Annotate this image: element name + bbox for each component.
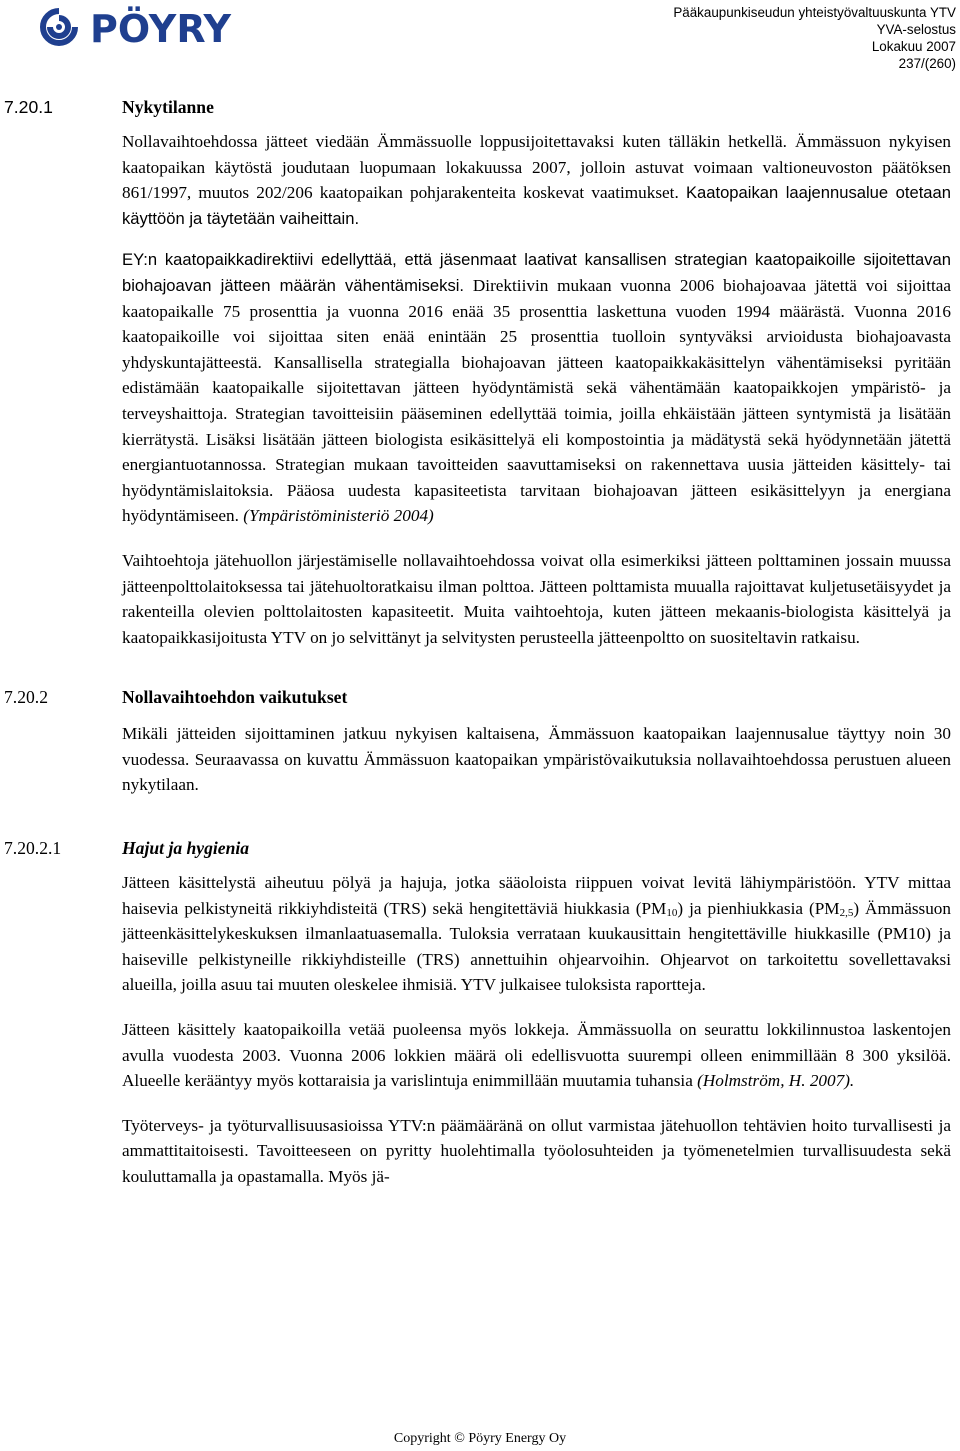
section-title: Hajut ja hygienia (122, 838, 250, 859)
paragraph (122, 247, 951, 529)
section-number: 7.20.2 (4, 687, 48, 708)
paragraph (122, 129, 951, 231)
paragraph (122, 1017, 951, 1094)
section-title: Nollavaihtoehdon vaikutukset (122, 687, 348, 708)
citation: (Ympäristöministeriö 2004) (243, 506, 434, 526)
text-run: ) Ämmässuon jätteenkäsittelykeskuksen ilmanlaatuasemalla. Tuloksia verrataan kuukausittain hengitettäville hiukkasille (PM10) ja haiseville pelkistyneille rikkiyhdisteille (TRS) annettuihin ohjearvoihin. Ohjearvot on tarkoitettu sovellettavaksi alueilla, joilla asuu tai muuten oleskelee ihmisiä. YTV julkaisee tuloksista raportteja. (122, 898, 951, 995)
header-page-number: 237/(260) (898, 56, 956, 71)
logo-wordmark: PÖYRY (90, 7, 232, 48)
paragraph (122, 870, 951, 998)
page-footer: Copyright © Pöyry Energy Oy (393, 1431, 567, 1446)
header-organisation: Pääkaupunkiseudun yhteistyövaltuuskunta YTV (673, 5, 956, 20)
subscript: 10 (666, 906, 678, 919)
header-document-type: YVA-selostus (876, 22, 956, 37)
document-body (0, 94, 960, 1190)
text-run: Direktiivin mukaan vuonna 2006 biohajoavaa jätettä voi sijoittaa kaatopaikalle 75 prosenttia ja vuonna 2016 enää 35 prosenttia laskettuna vuoden 1994 määrästä. Vuonna 2016 kaatopaikoille voi sijoittaa siten enää enintään 25 prosenttia tuolloin syntyväksi arvioidusta biohajoavasta yhdyskuntajätteestä. Kansallisella strategialla biohajoavan jätteen kaatopaikkakäsittelyn vähentämiseksi pyritään edistämään kaatopaikalle sijoitettavan jätteen hyödyntämistä sekä vähentämään kaatopaikkojen ympäristö- ja terveyshaittoja. Strategian tavoitteisiin pääseminen edellyttää toimia, joilla ehkäistään jätteen syntymistä ja lisätään kierrätystä. Lisäksi lisätään jätteen biologista esikäsittelyä eli kompostointia ja mädätystä sekä hyödynnetään jätettä energiantuotannossa. Strategian mukaan tavoitteiden saavuttamiseksi on rakennettava uusia jätteiden käsittely- tai hyödyntämislaitoksia. Pääosa uudesta kapasiteetista tarvitaan biohajoavan jätteen esikäsittelyyn ja energiana hyödyntämiseen. (122, 275, 951, 526)
section-number: 7.20.2.1 (4, 838, 62, 859)
text-run: ) ja pienhiukkasia (PM (677, 898, 840, 918)
text-run: Kaatopaikan laajennusalue otetaan käyttöön ja täytetään vaiheittain. (122, 183, 951, 228)
poyry-logo (38, 6, 283, 48)
header-date: Lokakuu 2007 (871, 39, 956, 54)
page-header (673, 4, 956, 72)
subscript: 2,5 (839, 906, 854, 919)
logo-swirl-icon (38, 6, 283, 48)
paragraph: Mikäli jätteiden sijoittaminen jatkuu nykyisen kaltaisena, Ämmässuon kaatopaikan laajennusalue täyttyy noin 30 vuodessa. Seuraavassa on kuvattu Ämmässuon kaatopaikan ympäristövaikutuksia nollavaihtoehdossa perustuen alueen nykytilaan. (122, 724, 951, 795)
section-heading-hajut-ja-hygienia (0, 835, 960, 861)
section-number: 7.20.1 (4, 97, 53, 117)
text-run: Nollavaihtoehdossa jätteet viedään Ämmässuolle loppusijoitettavaksi kuten tälläkin hetkellä. Ämmässuon nykyisen kaatopaikan käytöstä joudutaan luopumaan lokakuussa 2007, jolloin astuvat voimaan valtioneuvoston päätöksen 861/1997, muutos 202/206 kaatopaikan pohjarakenteita koskevat vaatimukset. (122, 132, 951, 203)
section-heading-nykytilanne (0, 94, 960, 120)
text-run: Jätteen käsittely kaatopaikoilla vetää puoleensa myös lokkeja. Ämmässuolla on seurattu lokkilinnustoa laskentojen avulla vuodesta 2003. Vuonna 2006 lokkien määrä oli edellisvuotta suurempi olleen enimmillään 8 300 yksilöä. Alueelle kerääntyy myös kottaraisia ja varislintuja enimmillään muutamia tuhansia (122, 1020, 951, 1091)
section-heading-nollavaihtoehdon-vaikutukset (0, 684, 960, 710)
section-title: Nykytilanne (122, 97, 214, 117)
text-run: Jätteen käsittelystä aiheutuu pölyä ja hajuja, jotka sääoloista riippuen voivat levitä lähiympäristöön. YTV mittaa haisevia pelkistyneitä rikkiyhdisteitä (TRS) sekä hengitettäviä hiukkasia (PM (122, 873, 951, 918)
text-run: EY:n kaatopaikkadirektiivi edellyttää, että jäsenmaat laativat kansallisen strategian kaatopaikoille sijoitettavan biohajoavan jätteen määrän vähentämiseksi. (122, 250, 951, 295)
citation: (Holmström, H. 2007). (697, 1071, 855, 1091)
paragraph: Vaihtoehtoja jätehuollon järjestämiselle nollavaihtoehdossa voivat olla esimerkiksi jätteen polttaminen jossain muussa jätteenpolttolaitoksessa tai jätehuoltoratkaisu ilman polttoa. Jätteen polttamista muualla rajoittavat kuljetusetäisyydet ja rakenteilla olevien polttolaitosten kapasiteetit. Muita vaihtoehtoja, kuten jätteen mekaanis-biologista käsittelyä ja kaatopaikkasijoitusta YTV on jo selvittänyt ja selvitysten perusteella jätteenpoltto on suositeltavin ratkaisu. (122, 550, 951, 647)
paragraph: Työterveys- ja työturvallisuusasioissa YTV:n päämääränä on ollut varmistaa jätehuollon tehtävien hoito turvallisesti ja ammattitaitoisesti. Tavoitteeseen on pyritty huolehtimalla työolosuhteiden ja työmenetelmien turvallisuudesta sekä kouluttamalla ja opastamalla. Myös jä- (122, 1115, 951, 1186)
